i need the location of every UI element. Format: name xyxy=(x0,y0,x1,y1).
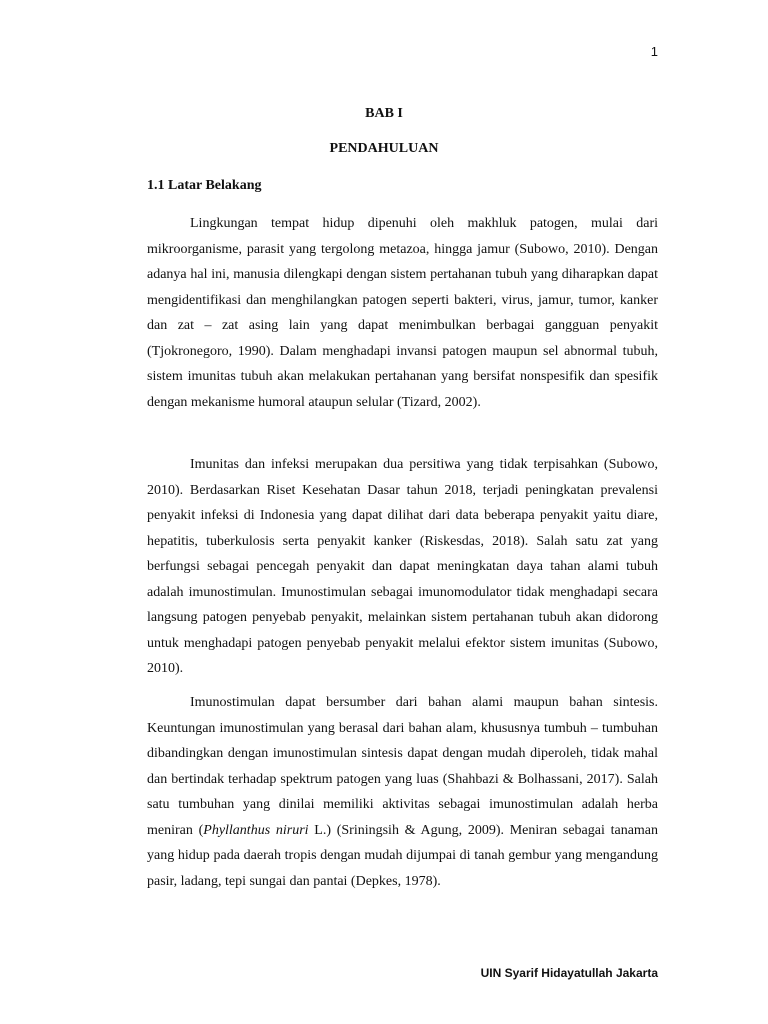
footer-institution: UIN Syarif Hidayatullah Jakarta xyxy=(480,966,658,980)
paragraph-3-text-end: L.) (Sriningsih & Agung, 2009). Meniran sebagai tanaman yang hidup pada daerah tropis dengan mudah dijumpai di tanah gembur yang mengandung pasir, ladang, tepi sungai dan pantai (Depkes, 1978). xyxy=(147,822,659,889)
chapter-title: PENDAHULUAN xyxy=(329,141,439,156)
section-heading: 1.1 Latar Belakang xyxy=(147,178,262,193)
page-number: 1 xyxy=(650,44,658,59)
chapter-label: BAB I xyxy=(365,106,403,121)
species-name: Phyllanthus niruri xyxy=(203,822,309,838)
paragraph-3 xyxy=(147,690,658,894)
paragraph-2: Imunitas dan infeksi merupakan dua persitiwa yang tidak terpisahkan (Subowo, 2010). Berdasarkan Riset Kesehatan Dasar tahun 2018, terjadi peningkatan prevalensi penyakit infeksi di Indonesia yang dapat dilihat dari data beberapa penyakit yaitu diare, hepatitis, tuberkulosis serta penyakit kanker (Riskesdas, 2018). Salah satu zat yang berfungsi sebagai pencegah penyakit dan dapat meningkatan daya tahan alami tubuh adalah imunostimulan. Imunostimulan sebagai imunomodulator tidak menghadapi secara langsung patogen penyebab penyakit, melainkan sistem pertahanan tubuh akan didorong untuk menghadapi patogen penyebab penyakit melalui efektor sistem imunitas (Subowo, 2010). xyxy=(147,457,658,676)
paragraph-1: Lingkungan tempat hidup dipenuhi oleh makhluk patogen, mulai dari mikroorganisme, parasit yang tergolong metazoa, hingga jamur (Subowo, 2010). Dengan adanya hal ini, manusia dilengkapi dengan sistem pertahanan tubuh yang diharapkan dapat mengidentifikasi dan menghilangkan patogen seperti bakteri, virus, jamur, tumor, kanker dan zat – zat asing lain yang dapat menimbulkan berbagai gangguan penyakit (Tjokronegoro, 1990). Dalam menghadapi invansi patogen maupun sel abnormal tubuh, sistem imunitas tubuh akan melakukan pertahanan yang bersifat nonspesifik dan spesifik dengan mekanisme humoral ataupun selular (Tizard, 2002). xyxy=(147,216,658,410)
paragraph-3-text-start: Imunostimulan dapat bersumber dari bahan alami maupun bahan sintesis. Keuntungan imunostimulan yang berasal dari bahan alam, khususnya tumbuh – tumbuhan dibandingkan dengan imunostimulan sintesis dapat dengan mudah diperoleh, tidak mahal dan bertindak terhadap spektrum patogen yang luas (Shahbazi & Bolhassani, 2017). Salah satu tumbuhan yang dinilai memiliki aktivitas sebagai imunostimulan adalah herba meniran ( xyxy=(147,695,658,838)
